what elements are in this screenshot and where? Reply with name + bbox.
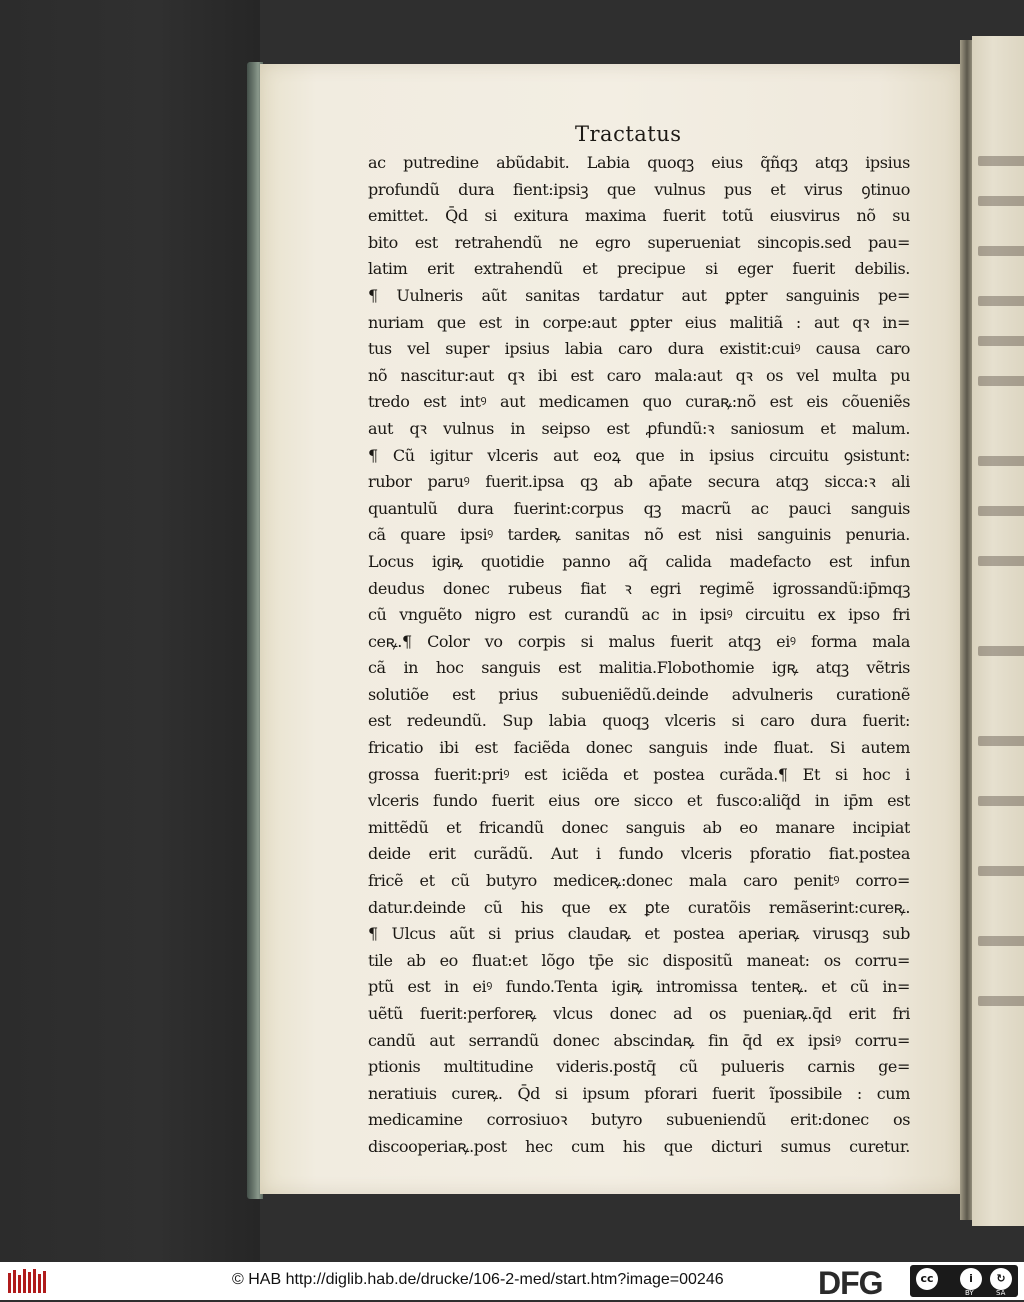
text-line: aut qꝛ vulnus in seipso est ꝓfundũ:ꝛ saniosum et malum. [368,418,910,438]
attribution-icon: i [960,1268,982,1290]
copyright-link[interactable]: © HAB http://diglib.hab.de/drucke/106-2-med/start.htm?image=00246 [232,1271,724,1288]
text-line: rubor paruꝰ fuerit.ipsa qꝫ ab ap̄ate secura atqꝫ sicca:ꝛ ali [368,472,910,492]
text-line: datur.deinde cũ his que ex ꝑte curatõis remãserint:cureꝶ. [368,897,910,917]
viewer-footer [0,1262,1024,1300]
text-line: tus vel super ipsius labia caro dura existit:cuiꝰ causa caro [368,339,910,359]
text-line: medicamine corrosiuoꝛ butyro subueniendũ erit:donec os [368,1110,910,1130]
text-line: ¶ Ulcus aũt si prius claudaꝶ et postea aperiaꝶ virusqꝫ sub [368,924,910,944]
text-line: solutiõe est prius subueniẽdũ.deinde advulneris curationẽ [368,684,910,704]
body-text [368,150,910,1161]
text-line: grossa fuerit:priꝰ est iciẽda et postea curãda.¶ Et si hoc i [368,764,910,784]
text-line: ¶ Uulneris aũt sanitas tardatur aut ꝑpter sanguinis pe= [368,285,910,305]
text-line: ceꝶ.¶ Color vo corpis si malus fuerit atqꝫ eiꝰ forma mala [368,631,910,651]
text-line: tredo est intꝰ aut medicamen quo curaꝶ:nõ est eis cõueniẽs [368,392,910,412]
text-line: latim erit extrahendũ et precipue si eger fuerit debilis. [368,259,910,279]
text-line: ¶ Cũ igitur vlceris aut eoꝝ que in ipsius circuitu ꝯsistunt: [368,445,910,465]
text-line: quantulũ dura fuerint:corpus qꝫ macrũ ac pauci sanguis [368,498,910,518]
text-line: deudus donec rubeus fiat ꝛ egri regimẽ igrossandũ:ip̄mqꝫ [368,578,910,598]
facing-page-edge [972,36,1024,1226]
text-line: Locus igiꝶ quotidie panno aq̃ calida madefacto est infun [368,551,910,571]
text-line: deide erit curãdũ. Aut i fundo vlceris pforatio fiat.postea [368,844,910,864]
share-alike-icon: ↻ [990,1268,1012,1290]
text-line: cã in hoc sanguis est malitia.Flobothomie igꝶ atqꝫ vẽtris [368,658,910,678]
text-line: cũ vnguẽto nigro est curandũ ac in ipsiꝰ circuitu ex ipso fri [368,605,910,625]
text-line: neratiuis cureꝶ. Q̄d si ipsum pforari fuerit ĩpossibile : cum [368,1083,910,1103]
cc-by-label: BY [965,1289,974,1297]
text-line: fricatio ibi est faciẽda donec sanguis inde fluat. Si autem [368,738,910,758]
creative-commons-badge[interactable] [910,1265,1018,1297]
text-line: bito est retrahendũ ne egro superueniat sincopis.sed pau= [368,232,910,252]
text-line: vlceris fundo fuerit eius ore sicco et fusco:aliq̃d in ip̄m est [368,791,910,811]
text-line: fricẽ et cũ butyro mediceꝶ:donec mala caro penitꝰ corro= [368,871,910,891]
cc-sa-label: SA [996,1289,1006,1297]
scan-background [0,0,260,1262]
dfg-logo[interactable]: DFG [818,1265,883,1301]
text-line: emittet. Q̄d si exitura maxima fuerit totũ eiusvirus nõ su [368,206,910,226]
text-line: discooperiaꝶ.post hec cum his que dicturi sumus curetur. [368,1136,910,1156]
text-line: tile ab eo fluat:et lõgo tp̄e sic dispositũ maneat: os corru= [368,950,910,970]
cc-icon: cc [916,1268,938,1290]
text-line: candũ aut serrandũ donec abscindaꝶ fin q̄d ex ipsiꝰ corru= [368,1030,910,1050]
text-line: ac putredine abũdabit. Labia quoqꝫ eius q̃ñqꝫ atqꝫ ipsius [368,153,910,172]
text-line: ptũ est in eiꝰ fundo.Tenta igiꝶ intromissa tenteꝶ. et cũ in= [368,977,910,997]
text-line: nõ nascitur:aut qꝛ ibi est caro mala:aut qꝛ os vel multa pu [368,365,910,385]
text-line: cã quare ipsiꝰ tardeꝶ sanitas nõ est nisi sanguinis penuria. [368,525,910,545]
running-head: Tractatus [575,122,682,146]
text-line: nuriam que est in corpe:aut ꝑpter eius malitiã : aut qꝛ in= [368,312,910,332]
text-line: est redeundũ. Sup labia quoqꝫ vlceris si caro dura fuerit: [368,711,910,731]
text-line: ptionis multitudine videris.postq̄ cũ pulueris carnis ge= [368,1057,910,1077]
text-line: profundũ dura fient:ipsiꝫ que vulnus pus et virus ꝯtinuo [368,179,910,199]
text-line: mittẽdũ et fricandũ donec sanguis ab eo manare incipiat [368,817,910,837]
hab-library-logo-icon[interactable] [6,1267,48,1295]
text-line: uẽtũ fuerit:perforeꝶ vlcus donec ad os pueniaꝶ.q̄d erit fri [368,1004,910,1023]
